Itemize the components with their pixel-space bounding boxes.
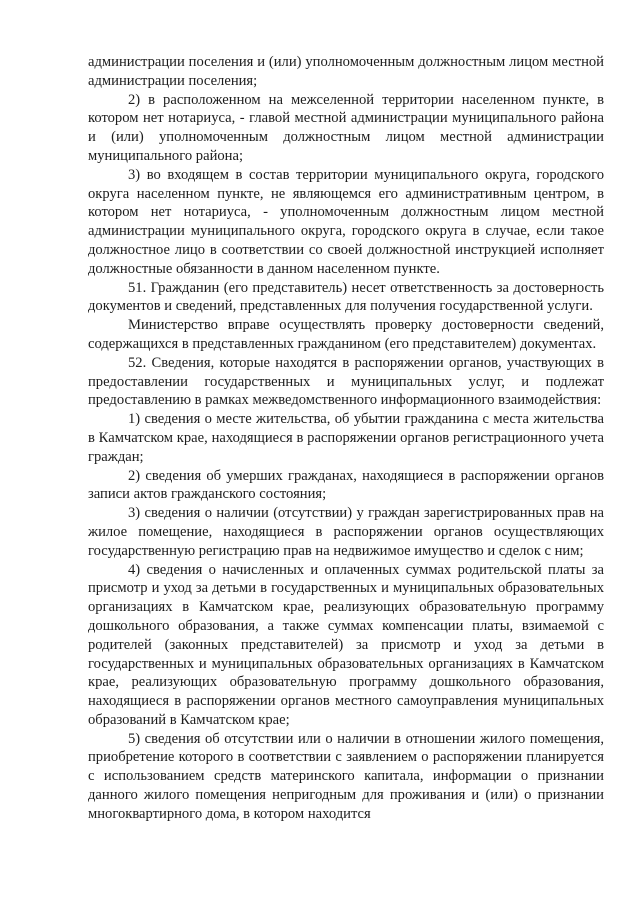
paragraph-subitem-4: 4) сведения о начисленных и оплаченных суммах родительской платы за присмотр и уход за детьми в государственных и муниципальных образовательных организациях в Камчатском крае, реализующих образовательную программу дошкольного образования, а также суммах компенсации платы, взимаемой с родителей (законных представителей) за присмотр и уход за детьми в государственных и муниципальных образовательных организациях в Камчатском крае, реализующих образовательную программу дошкольного образования, находящиеся в распоряжении органов местного самоуправления муниципальных образований в Камчатском крае; bbox=[88, 561, 604, 728]
paragraph-subitem-1: 1) сведения о месте жительства, об убытии гражданина с места жительства в Камчатском крае, находящиеся в распоряжении органов регистрационного учета граждан; bbox=[88, 411, 604, 465]
paragraph-clause-51: 51. Гражданин (его представитель) несет ответственность за достоверность документов и сведений, представленных для получения государственной услуги. bbox=[88, 279, 604, 315]
paragraph-subitem-2: 2) сведения об умерших гражданах, находящиеся в распоряжении органов записи актов гражданского состояния; bbox=[88, 467, 604, 503]
paragraph-subitem-3: 3) сведения о наличии (отсутствии) у граждан зарегистрированных прав на жилое помещение, находящиеся в распоряжении органов осуществляющих государственную регистрацию прав на недвижимое имущество и сделок с ним; bbox=[88, 505, 604, 559]
paragraph-continuation: администрации поселения и (или) уполномоченным должностным лицом местной администрации поселения; bbox=[88, 54, 604, 89]
paragraph-subitem-5: 5) сведения об отсутствии или о наличии в отношении жилого помещения, приобретение которого в соответствии с заявлением о распоряжении планируется с использованием средств материнского капитала, информации о признании данного жилого помещения непригодным для проживания и (или) о признании многоквартирного дома, в котором находится bbox=[88, 730, 604, 822]
paragraph-item-2: 2) в расположенном на межселенной территории населенном пункте, в котором нет нотариуса, - главой местной администрации муниципального района и (или) уполномоченным должностным лицом местной администрации муниципального района; bbox=[88, 91, 604, 164]
paragraph-clause-52: 52. Сведения, которые находятся в распоряжении органов, участвующих в предоставлении государственных и муниципальных услуг, и подлежат предоставлению в рамках межведомственного информационного взаимодействия: bbox=[88, 354, 604, 409]
paragraph-ministry-check: Министерство вправе осуществлять проверку достоверности сведений, содержащихся в представленных гражданином (его представителем) документах. bbox=[88, 317, 604, 352]
paragraph-item-3: 3) во входящем в состав территории муниципального округа, городского округа населенном пункте, не являющемся его административным центром, в котором нет нотариуса, - уполномоченным должностным лицом местной администрации муниципального округа, городского округа в случае, если такое должностное лицо в соответствии со своей должностной инструкцией исполняет должностные обязанности в данном населенном пункте. bbox=[88, 166, 604, 277]
